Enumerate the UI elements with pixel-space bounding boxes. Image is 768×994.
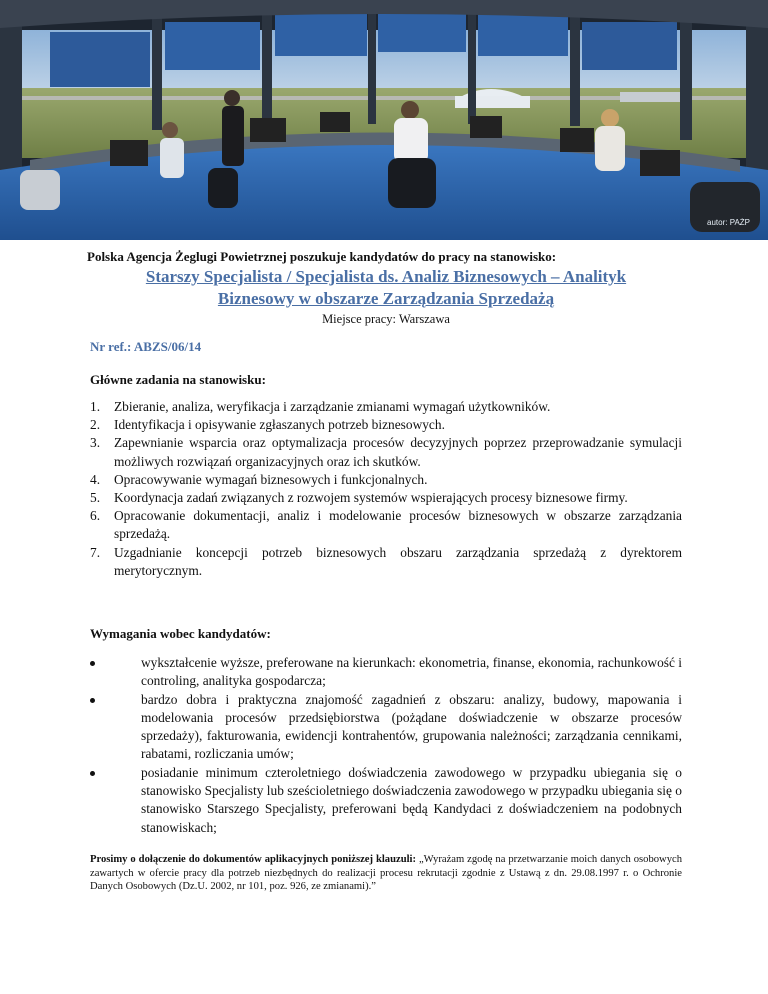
list-item-text: Zbieranie, analiza, weryfikacja i zarządzanie zmianami wymagań użytkowników.	[114, 399, 551, 414]
list-item-text: posiadanie minimum czteroletniego doświadczenia zawodowego w przypadku ubiegania się o stanowisko Specjalisty lub sześcioletniego doświadczenia zawodowego w przypadku ubiegania się o stanowisko Starszego Specjalisty, preferowani będą Kandydaci z doświadczeniem na podobnych stanowiskach;	[141, 764, 682, 835]
list-item-text: Zapewnianie wsparcia oraz optymalizacja procesów decyzyjnych poprzez przeprowadzanie symulacji możliwych rozwiązań organizacyjnych oraz ich skutków.	[114, 435, 682, 469]
requirements-list	[90, 654, 682, 837]
photo-credit: autor: PAŻP	[707, 218, 750, 227]
requirements-heading: Wymagania wobec kandydatów:	[90, 626, 271, 641]
list-item-text: Opracowywanie wymagań biznesowych i funkcjonalnych.	[114, 471, 428, 487]
clause-lead: Prosimy o dołączenie do dokumentów aplikacyjnych poniższej klauzuli:	[90, 854, 417, 865]
tasks-heading: Główne zadania na stanowisku:	[90, 372, 266, 387]
list-number: 3.	[90, 435, 101, 451]
clause-text: „Wyrażam zgodę na przetwarzanie moich danych osobowych zawartych w ofercie pracy dla potrzeb niezbędnych do realizacji procesu rekrutacji zgodnie z Ustawą z dn. 29.08.1997 r. o Ochronie Danych Osobowych (Dz.U. 2002, nr 101, poz. 926, ze zmianami).”	[90, 854, 682, 893]
bullet-icon	[90, 698, 95, 703]
list-item-text: Opracowanie dokumentacji, analiz i modelowanie procesów biznesowych w obszarze zarządzania sprzedażą.	[114, 508, 682, 542]
list-item	[90, 434, 682, 470]
list-item-text: Uzgadnianie koncepcji potrzeb biznesowych obszaru zarządzania sprzedażą z dyrektorem merytorycznym.	[114, 544, 682, 578]
air-traffic-control-tower-photo	[0, 0, 768, 240]
bullet-icon	[90, 771, 95, 776]
intro-text: Polska Agencja Żeglugi Powietrznej poszukuje kandydatów do pracy na stanowisko:	[87, 249, 557, 264]
list-item	[90, 654, 682, 691]
job-title	[90, 266, 682, 310]
list-number: 7.	[90, 544, 101, 560]
list-item	[90, 507, 682, 543]
header-photo	[0, 0, 768, 240]
reference-number: Nr ref.: ABZS/06/14	[90, 339, 202, 354]
list-item	[90, 489, 682, 507]
list-item	[90, 398, 682, 416]
list-number: 4.	[90, 471, 101, 487]
list-item	[90, 544, 682, 580]
list-item-text: Identyfikacja i opisywanie zgłaszanych potrzeb biznesowych.	[114, 417, 445, 433]
data-consent-clause	[90, 853, 682, 894]
list-number: 2.	[90, 417, 101, 433]
list-item-text: bardzo dobra i praktyczna znajomość zagadnień z obszaru: analizy, budowy, mapowania i modelowania procesów przedsiębiorstwa (pożądane doświadczenie w obszarze procesów sprzedaży), fakturowania, ewidencji kontrahentów, grupowania należności; zarządzania cennikami, rabatami, rozliczania umów;	[141, 691, 682, 762]
list-number: 6.	[90, 508, 101, 524]
list-item	[90, 471, 682, 489]
list-number: 5.	[90, 490, 101, 506]
list-item	[90, 691, 682, 764]
job-title-line-2: Biznesowy w obszarze Zarządzania Sprzedażą	[217, 289, 555, 308]
list-item	[90, 764, 682, 837]
list-item-text: wykształcenie wyższe, preferowane na kierunkach: ekonometria, finanse, ekonomia, rachunkowość i controling, analityka gospodarcza;	[141, 655, 682, 689]
bullet-icon	[90, 661, 95, 666]
list-item	[90, 416, 682, 434]
tasks-list	[90, 398, 682, 580]
list-item-text: Koordynacja zadań związanych z rozwojem systemów wspierających procesy biznesowe firmy.	[114, 490, 628, 506]
job-title-line-1: Starszy Specjalista / Specjalista ds. Analiz Biznesowych – Analityk	[145, 267, 627, 286]
work-location: Miejsce pracy: Warszawa	[322, 312, 450, 326]
list-number: 1.	[90, 399, 101, 414]
